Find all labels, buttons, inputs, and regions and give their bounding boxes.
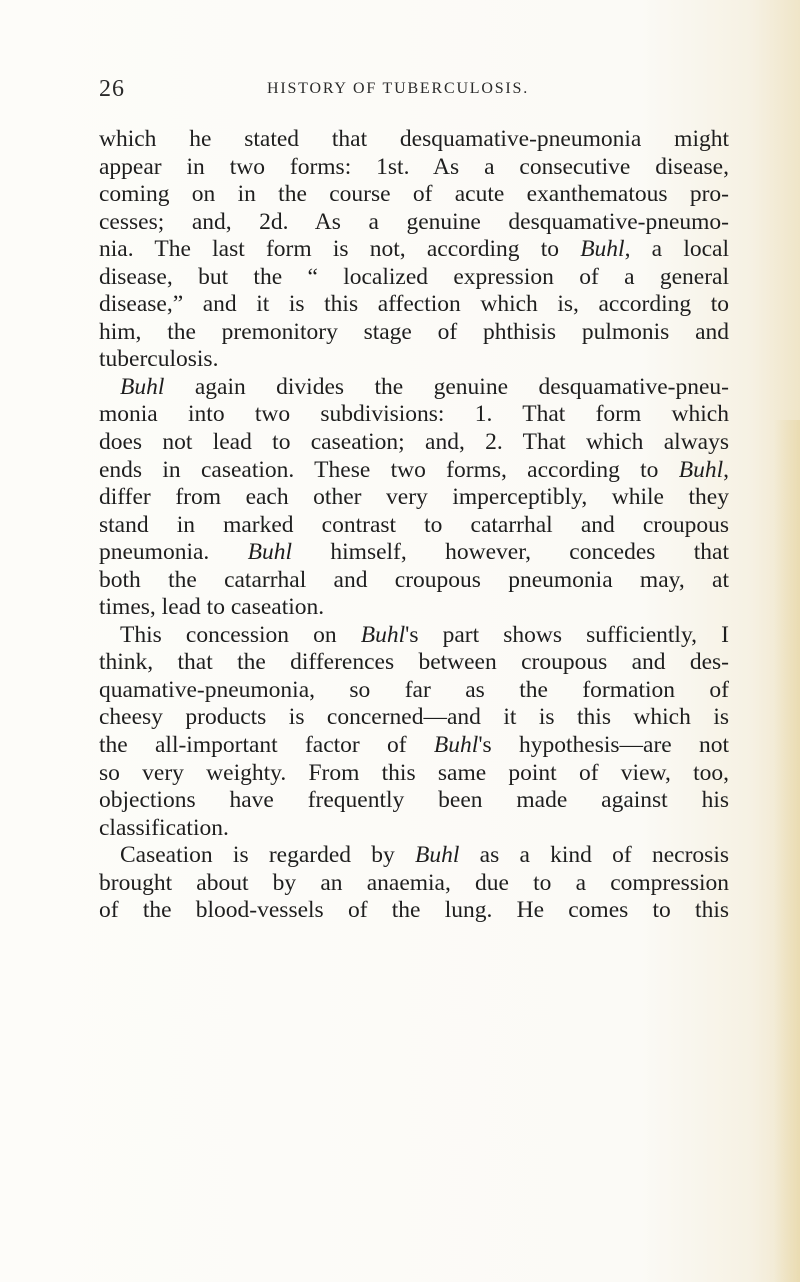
text-line: Buhl again divides the genuine desquamative-pneu- <box>120 373 729 400</box>
text-line: him, the premonitory stage of phthisis pulmonis and <box>99 318 729 345</box>
text-line: disease,” and it is this affection which is, according to <box>99 291 729 318</box>
text-line: does not lead to caseation; and, 2. That which always <box>99 429 729 456</box>
text-line: cesses; and, 2d. As a genuine desquamative-pneumo- <box>99 208 729 235</box>
text-line: so very weighty. From this same point of view, too, <box>99 759 729 786</box>
text-line: coming on in the course of acute exanthematous pro- <box>99 181 729 208</box>
text-line: stand in marked contrast to catarrhal and croupous <box>99 511 729 538</box>
text-line: appear in two forms: 1st. As a consecutive disease, <box>99 153 729 180</box>
text-line: ends in caseation. These two forms, according to Buhl, <box>99 456 729 483</box>
text-line: monia into two subdivisions: 1. That form which <box>99 401 729 428</box>
page-header <box>99 76 729 106</box>
page-number: 26 <box>99 76 125 102</box>
text-line: objections have frequently been made against his <box>99 787 729 814</box>
text-line: times, lead to caseation. <box>99 594 325 621</box>
running-title: HISTORY OF TUBERCULOSIS. <box>267 80 530 97</box>
text-line: cheesy products is concerned—and it is this which is <box>99 704 729 731</box>
body-text <box>99 126 729 925</box>
text-line: which he stated that desquamative-pneumonia might <box>99 126 729 152</box>
text-line: of the blood-vessels of the lung. He comes to this <box>99 897 729 924</box>
text-line: differ from each other very imperceptibly, while they <box>99 484 729 511</box>
text-line: quamative-pneumonia, so far as the formation of <box>99 676 729 703</box>
text-line: brought about by an anaemia, due to a compression <box>99 869 729 896</box>
text-line: the all-important factor of Buhl's hypothesis—are not <box>99 732 730 759</box>
text-line: Caseation is regarded by Buhl as a kind of necrosis <box>120 842 729 869</box>
text-line: This concession on Buhl's part shows sufficiently, I <box>120 621 729 648</box>
text-line: think, that the differences between croupous and des- <box>99 649 729 676</box>
text-line: both the catarrhal and croupous pneumonia may, at <box>99 566 729 593</box>
text-line: disease, but the “ localized expression of a general <box>99 263 729 290</box>
text-line: pneumonia. Buhl himself, however, concedes that <box>99 539 730 566</box>
text-line: classification. <box>99 814 229 841</box>
page-edge-shadow <box>774 420 800 1282</box>
text-line: nia. The last form is not, according to Buhl, a local <box>99 236 729 263</box>
text-line: tuberculosis. <box>99 346 219 373</box>
